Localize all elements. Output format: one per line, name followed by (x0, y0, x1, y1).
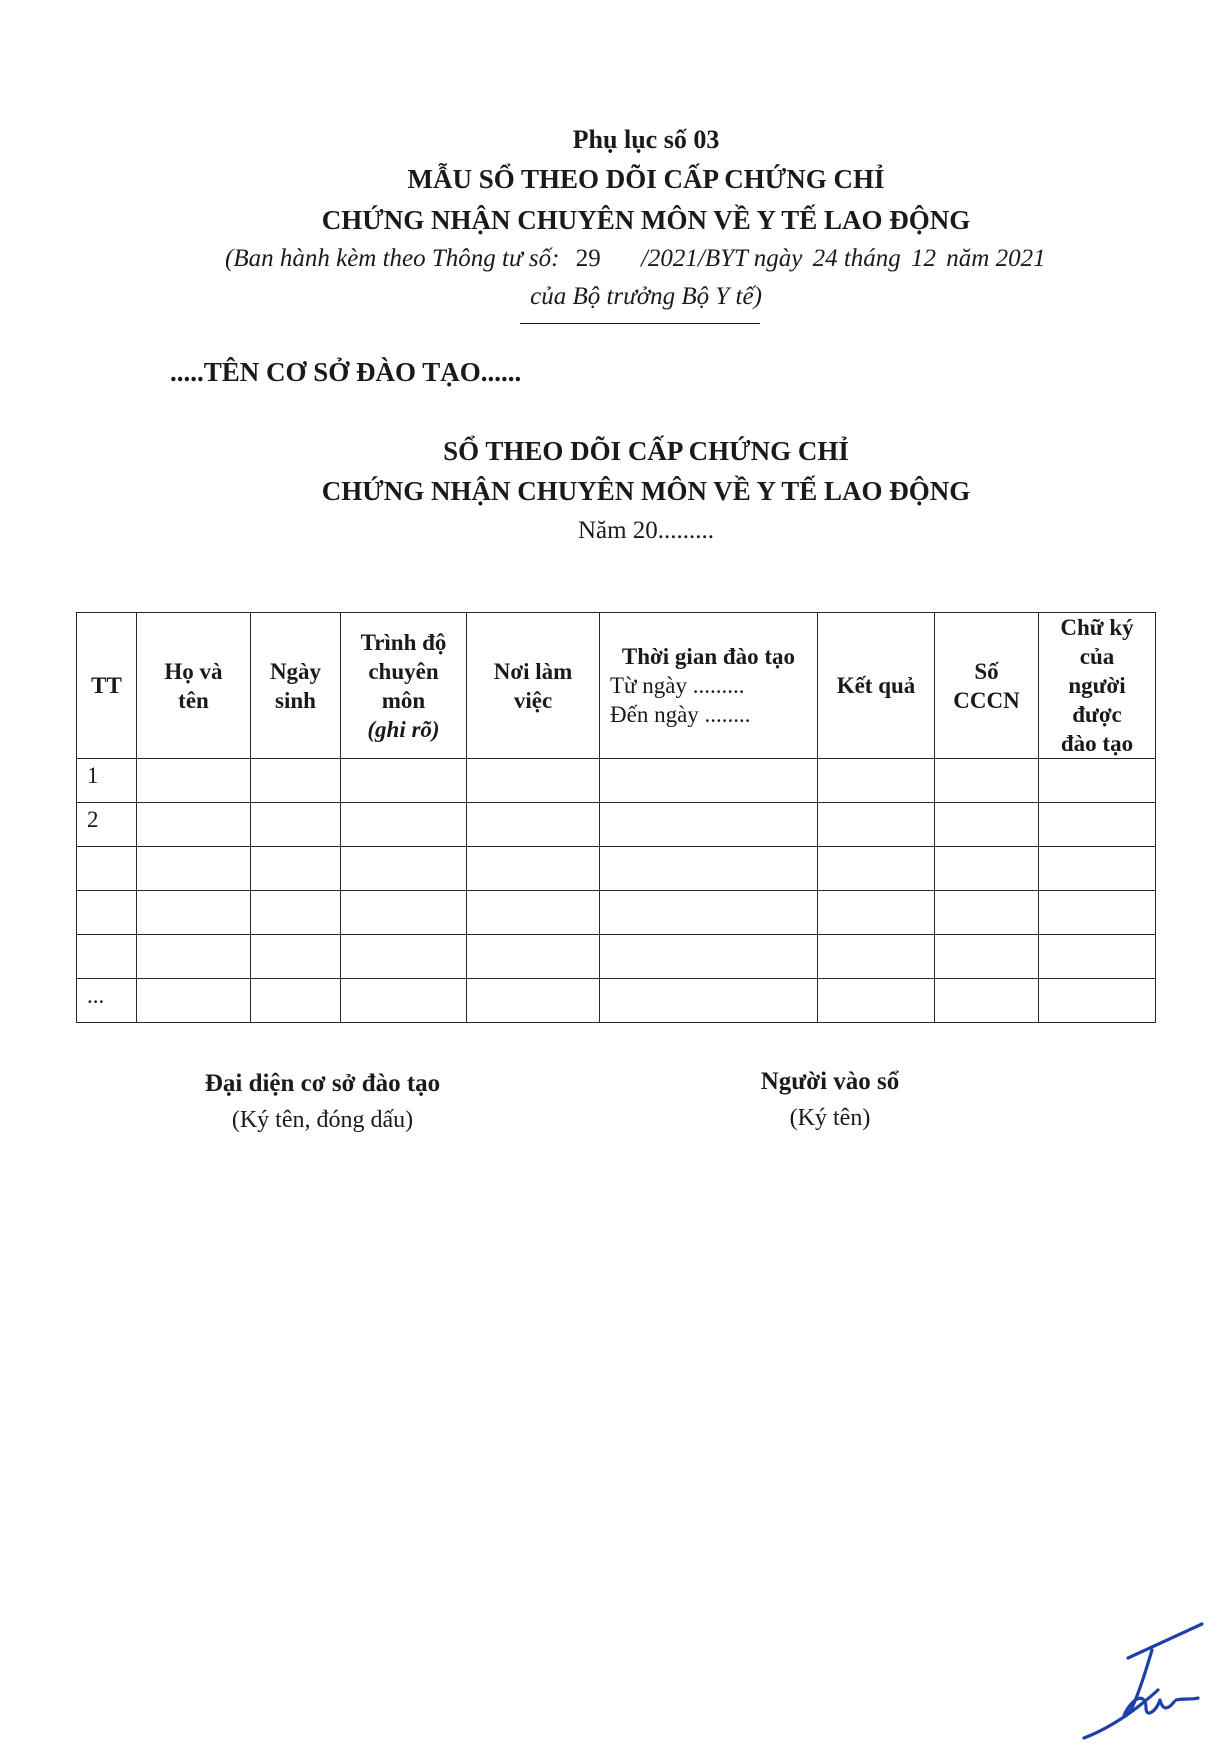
form-title-line1: MẪU SỔ THEO DÕI CẤP CHỨNG CHỈ (407, 164, 885, 194)
cell-signature (1039, 759, 1156, 803)
table-row (77, 847, 1156, 891)
cell-training-time (600, 847, 818, 891)
cell-name (137, 759, 251, 803)
table-row (77, 803, 1156, 847)
cell-workplace (467, 891, 600, 935)
book-title-line1: SỔ THEO DÕI CẤP CHỨNG CHỈ (443, 436, 849, 466)
row-number: 2 (77, 803, 137, 847)
cell-dob (251, 891, 341, 935)
cell-signature (1039, 847, 1156, 891)
cell-qualification (341, 891, 467, 935)
cell-workplace (467, 803, 600, 847)
cell-dob (251, 847, 341, 891)
cell-dob (251, 979, 341, 1023)
table-header-row (77, 613, 1156, 759)
cell-name (137, 803, 251, 847)
cell-training-time (600, 803, 818, 847)
header-date-of-birth: Ngày sinh (251, 613, 341, 759)
cell-signature (1039, 935, 1156, 979)
book-title-line2: CHỨNG NHẬN CHUYÊN MÔN VỀ Y TẾ LAO ĐỘNG (321, 476, 971, 506)
header-training-time: Thời gian đào tạo Từ ngày ......... Đến ngày ........ (600, 613, 818, 759)
cell-result (818, 935, 935, 979)
cell-workplace (467, 979, 600, 1023)
row-number (77, 935, 137, 979)
recorder-title: Người vào sổ (760, 1068, 900, 1095)
signature-stroke-tail (1176, 1698, 1198, 1700)
cell-dob (251, 803, 341, 847)
certificate-ledger-table (76, 612, 1156, 1023)
signature-stroke-body (1124, 1650, 1174, 1716)
cell-training-time (600, 935, 818, 979)
issuance-prefix: (Ban hành kèm theo Thông tư số: (225, 245, 560, 272)
cell-name (137, 979, 251, 1023)
cell-signature (1039, 803, 1156, 847)
issuance-month: 12 (911, 245, 937, 272)
cell-result (818, 847, 935, 891)
table-row (77, 979, 1156, 1023)
cell-cert-number (935, 891, 1039, 935)
signature-stroke-upper (1128, 1624, 1202, 1658)
row-number (77, 891, 137, 935)
cell-cert-number (935, 979, 1039, 1023)
table-row (77, 759, 1156, 803)
cell-qualification (341, 847, 467, 891)
cell-result (818, 979, 935, 1023)
cell-result (818, 891, 935, 935)
cell-result (818, 759, 935, 803)
cell-qualification (341, 759, 467, 803)
cell-training-time (600, 891, 818, 935)
header-tt: TT (77, 613, 137, 759)
cell-cert-number (935, 803, 1039, 847)
header-full-name: Họ và tên (137, 613, 251, 759)
cell-result (818, 803, 935, 847)
circular-code: /2021/BYT ngày (640, 245, 803, 272)
representative-title: Đại diện cơ sở đào tạo (204, 1070, 441, 1097)
header-certificate-number: Số CCCN (935, 613, 1039, 759)
row-number (77, 847, 137, 891)
form-title-line2: CHỨNG NHẬN CHUYÊN MÔN VỀ Y TẾ LAO ĐỘNG (321, 205, 971, 235)
cell-training-time (600, 759, 818, 803)
institution-name: .....TÊN CƠ SỞ ĐÀO TẠO...... (170, 357, 522, 387)
book-year: Năm 20......... (577, 517, 715, 544)
header-workplace: Nơi làm việc (467, 613, 600, 759)
issuance-reference-line1 (225, 245, 1046, 273)
cell-cert-number (935, 759, 1039, 803)
header-from-date: Từ ngày ......... (610, 673, 745, 698)
row-number: ... (77, 979, 137, 1023)
appendix-label: Phụ lục số 03 (572, 125, 720, 154)
row-number: 1 (77, 759, 137, 803)
header-trainee-signature: Chữ ký của người được đào tạo (1039, 613, 1156, 759)
cell-workplace (467, 935, 600, 979)
cell-dob (251, 759, 341, 803)
cell-cert-number (935, 847, 1039, 891)
cell-name (137, 935, 251, 979)
cell-signature (1039, 891, 1156, 935)
recorder-note: (Ký tên) (789, 1105, 871, 1131)
issuance-reference-line2: của Bộ trưởng Bộ Y tế) (530, 283, 762, 310)
cell-name (137, 847, 251, 891)
cell-qualification (341, 803, 467, 847)
cell-training-time (600, 979, 818, 1023)
circular-number: 29 (575, 245, 601, 272)
issuance-day: 24 (812, 245, 838, 272)
header-qualification: Trình độ chuyên môn (ghi rõ) (341, 613, 467, 759)
table-row (77, 891, 1156, 935)
cell-qualification (341, 979, 467, 1023)
header-underline (520, 323, 760, 324)
table-row (77, 935, 1156, 979)
cell-cert-number (935, 935, 1039, 979)
header-result: Kết quả (818, 613, 935, 759)
cell-workplace (467, 847, 600, 891)
header-to-date: Đến ngày ........ (610, 702, 751, 727)
cell-workplace (467, 759, 600, 803)
representative-note: (Ký tên, đóng dấu) (231, 1107, 414, 1133)
cell-signature (1039, 979, 1156, 1023)
cell-dob (251, 935, 341, 979)
cell-qualification (341, 935, 467, 979)
issuance-year: năm 2021 (946, 245, 1046, 272)
issuance-month-text: tháng (843, 245, 901, 272)
cell-name (137, 891, 251, 935)
handwritten-signature (1080, 1610, 1220, 1745)
